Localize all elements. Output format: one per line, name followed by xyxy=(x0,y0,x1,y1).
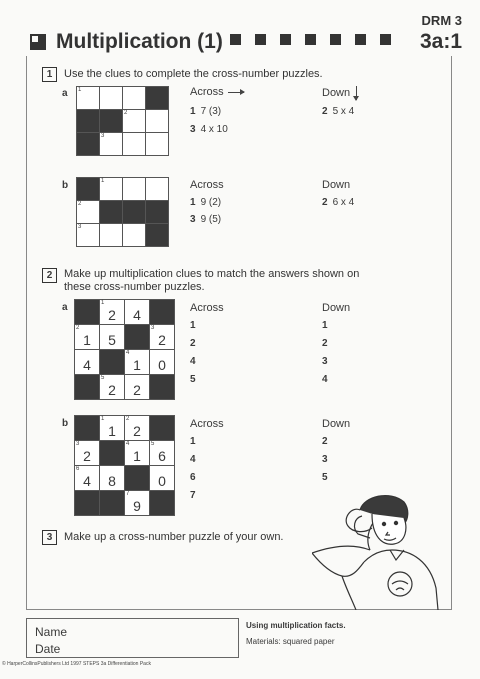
q2-text: Make up multiplication clues to match the answers shown on these cross-number puzzles. xyxy=(64,268,360,293)
cell-clue-number: 5 xyxy=(101,375,105,381)
cell-clue-number: 2 xyxy=(76,325,80,331)
page-title: Multiplication (1) xyxy=(30,30,223,54)
grid-cell xyxy=(75,441,100,466)
cell-digit: 9 xyxy=(133,498,141,514)
q1a-label: a xyxy=(62,88,68,99)
cell-clue-number: 4 xyxy=(126,350,130,356)
q1b-across-title: Across xyxy=(190,179,224,191)
cell-clue-number: 4 xyxy=(126,441,130,447)
cell-digit: 0 xyxy=(158,357,166,373)
black-cell xyxy=(125,466,150,491)
grid-cell xyxy=(100,300,125,325)
date-label: Date xyxy=(35,642,61,656)
grid-cell xyxy=(125,441,150,466)
q1a-grid: 1 2 3 xyxy=(76,86,169,156)
topic-text: Using multiplication facts. xyxy=(246,621,346,630)
arrow-right-icon xyxy=(228,92,244,93)
cell-clue-number: 2 xyxy=(126,416,130,422)
black-cell xyxy=(75,300,100,325)
q2a-across-list xyxy=(190,321,196,393)
clue-number: 5 xyxy=(322,472,328,483)
grid-cell xyxy=(150,466,175,491)
clue-number: 1 xyxy=(322,320,328,331)
clue-number: 2 xyxy=(322,436,328,447)
grid-cell xyxy=(75,466,100,491)
q2b-grid xyxy=(74,415,175,516)
q1b-down-clue: 2 6 x 4 xyxy=(322,197,355,208)
grid-cell xyxy=(125,416,150,441)
q2a-down-list xyxy=(322,321,328,393)
boy-illustration xyxy=(312,488,442,610)
cell-clue-number: 3 xyxy=(76,441,80,447)
clue-number: 4 xyxy=(322,374,328,385)
q2a-label: a xyxy=(62,302,68,313)
q2a-grid xyxy=(74,299,175,400)
q1a-down-clue: 2 5 x 4 xyxy=(322,106,355,117)
q3-number: 3 xyxy=(42,530,57,545)
black-cell xyxy=(100,491,125,516)
grid-cell xyxy=(100,416,125,441)
black-cell xyxy=(75,416,100,441)
black-cell xyxy=(75,491,100,516)
cell-digit: 5 xyxy=(108,332,116,348)
q1b-down-title: Down xyxy=(322,179,351,191)
cell-digit: 2 xyxy=(83,448,91,464)
cell-digit: 6 xyxy=(158,448,166,464)
name-label: Name xyxy=(35,625,68,639)
clue-number: 1 xyxy=(190,436,196,447)
cell-digit: 2 xyxy=(133,423,141,439)
cell-digit: 2 xyxy=(158,332,166,348)
q2b-down-list xyxy=(322,437,328,491)
cell-digit: 2 xyxy=(108,382,116,398)
q2b-across-title: Across xyxy=(190,418,224,430)
cell-digit: 4 xyxy=(83,473,91,489)
grid-cell xyxy=(100,325,125,350)
decorative-squares xyxy=(230,34,391,45)
black-cell xyxy=(75,375,100,400)
clue-number: 3 xyxy=(322,454,328,465)
q1a-across-clue: 3 4 x 10 xyxy=(190,124,228,135)
clue-number: 6 xyxy=(190,472,196,483)
clue-number: 1 xyxy=(190,320,196,331)
grid-cell xyxy=(125,375,150,400)
clue-number: 4 xyxy=(190,356,196,367)
q1a-across-title: Across xyxy=(190,86,244,98)
cell-digit: 1 xyxy=(133,448,141,464)
cell-digit: 1 xyxy=(83,332,91,348)
grid-cell xyxy=(125,300,150,325)
grid-cell xyxy=(75,325,100,350)
black-cell xyxy=(150,491,175,516)
cell-digit: 1 xyxy=(133,357,141,373)
q1a-down-title: Down xyxy=(322,86,357,100)
q1b-across-clue: 1 9 (2) xyxy=(190,197,222,208)
name-date-box xyxy=(26,618,239,658)
cell-clue-number: 1 xyxy=(101,416,105,422)
cell-digit: 4 xyxy=(83,357,91,373)
cell-clue-number: 1 xyxy=(101,300,105,306)
grid-cell xyxy=(150,325,175,350)
sheet-code-top: DRM 3 xyxy=(421,13,462,28)
q2-number: 2 xyxy=(42,268,57,283)
cell-clue-number: 7 xyxy=(126,491,130,497)
q1-number: 1 xyxy=(42,67,57,82)
q2b-down-title: Down xyxy=(322,418,351,430)
grid-cell xyxy=(150,350,175,375)
title-icon xyxy=(30,34,46,50)
clue-number: 4 xyxy=(190,454,196,465)
q1a-across-clue: 1 7 (3) xyxy=(190,106,222,117)
cell-digit: 2 xyxy=(108,307,116,323)
clue-number: 5 xyxy=(190,374,196,385)
cell-clue-number: 3 xyxy=(151,325,155,331)
black-cell xyxy=(150,375,175,400)
cell-digit: 8 xyxy=(108,473,116,489)
black-cell xyxy=(125,325,150,350)
grid-cell xyxy=(125,491,150,516)
clue-number: 3 xyxy=(322,356,328,367)
q2b-label: b xyxy=(62,418,69,429)
clue-number: 7 xyxy=(190,490,196,501)
q2a-across-title: Across xyxy=(190,302,224,314)
grid-cell xyxy=(75,350,100,375)
grid-cell xyxy=(100,375,125,400)
cell-digit: 1 xyxy=(108,423,116,439)
q1b-across-clue: 3 9 (5) xyxy=(190,214,222,225)
arrow-down-icon xyxy=(356,86,357,100)
cell-clue-number: 6 xyxy=(76,466,80,472)
q2a-down-title: Down xyxy=(322,302,351,314)
grid-cell xyxy=(125,350,150,375)
q2b-across-list xyxy=(190,437,196,509)
cell-digit: 2 xyxy=(133,382,141,398)
sheet-code: 3a:1 xyxy=(419,30,462,53)
materials-text: Materials: squared paper xyxy=(246,637,335,646)
q3-text: Make up a cross-number puzzle of your own. xyxy=(64,531,284,543)
q1b-grid: 1 2 3 xyxy=(76,177,169,247)
q1b-label: b xyxy=(62,180,69,191)
cell-digit: 4 xyxy=(133,307,141,323)
grid-cell xyxy=(150,441,175,466)
cell-clue-number: 5 xyxy=(151,441,155,447)
copyright-text: © HarperCollinsPublishers Ltd 1997 STEPS 3a Differentiation Pack xyxy=(2,661,151,667)
cell-digit: 0 xyxy=(158,473,166,489)
black-cell xyxy=(150,300,175,325)
grid-cell xyxy=(100,466,125,491)
black-cell xyxy=(150,416,175,441)
clue-number: 2 xyxy=(190,338,196,349)
clue-number: 2 xyxy=(322,338,328,349)
black-cell xyxy=(100,350,125,375)
q1-text: Use the clues to complete the cross-number puzzles. xyxy=(64,68,323,80)
black-cell xyxy=(100,441,125,466)
